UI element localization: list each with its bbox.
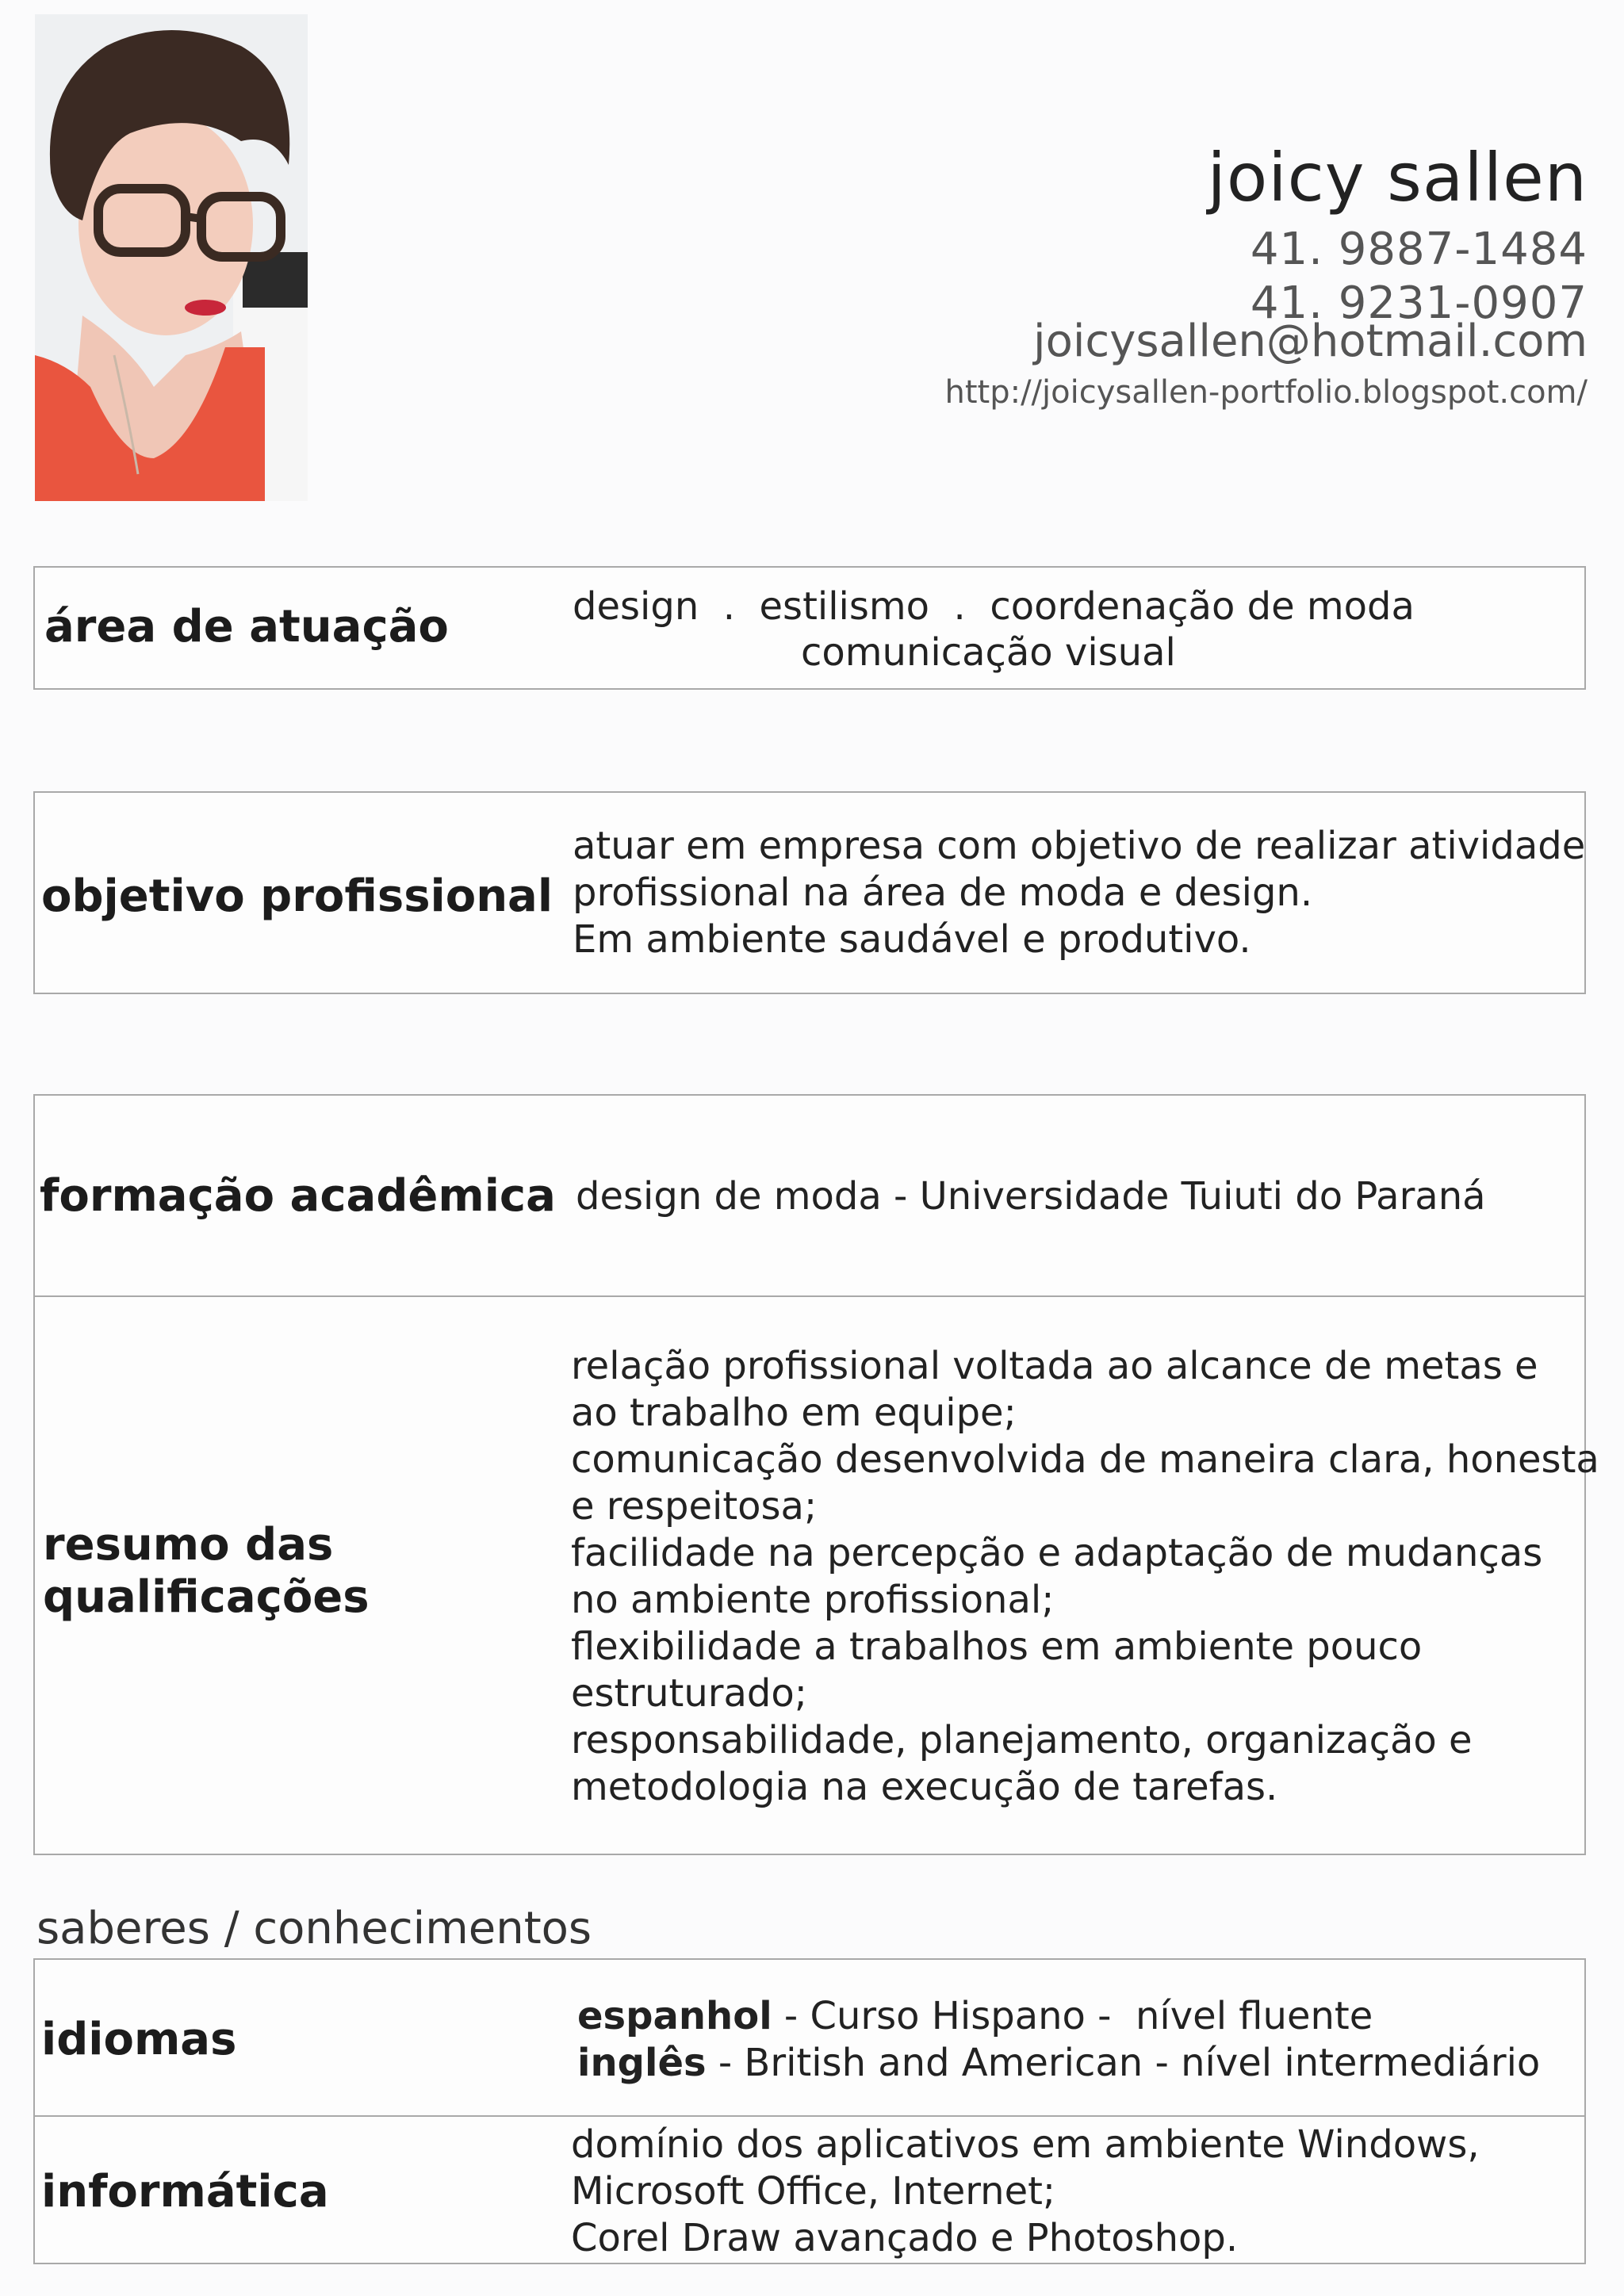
phone-number-2: 41. 9231-0907 <box>1250 277 1588 329</box>
area-line-2: comunicação visual <box>801 630 1176 675</box>
email-address[interactable]: joicysallen@hotmail.com <box>1033 316 1588 367</box>
candidate-name: joicy sallen <box>1207 139 1588 216</box>
area-line-1: design . estilismo . coordenação de moda <box>573 584 1415 629</box>
informatica-line-2: Microsoft Office, Internet; <box>571 2169 1056 2214</box>
formacao-label: formação acadêmica <box>40 1170 556 1222</box>
resumo-line-6: no ambiente profissional; <box>571 1578 1055 1622</box>
resumo-line-2: ao trabalho em equipe; <box>571 1391 1017 1435</box>
resumo-line-1: relação profissional voltada ao alcance de metas e <box>571 1344 1538 1388</box>
resumo-line-10: metodologia na execução de tarefas. <box>571 1765 1278 1809</box>
resumo-line-3: comunicação desenvolvida de maneira clara, honesta <box>571 1437 1599 1482</box>
formacao-text: design de moda - Universidade Tuiuti do Paraná <box>576 1174 1486 1219</box>
resumo-line-5: facilidade na percepção e adaptação de mudanças <box>571 1531 1543 1575</box>
objetivo-line-3: Em ambiente saudável e produtivo. <box>573 917 1251 962</box>
resumo-label-line-2: qualificações <box>43 1571 370 1623</box>
objetivo-line-1: atuar em empresa com objetivo de realizar atividade <box>573 824 1586 868</box>
portrait-illustration <box>35 14 308 501</box>
informatica-line-1: domínio dos aplicativos em ambiente Windows, <box>571 2122 1480 2167</box>
language-spanish-detail: - Curso Hispano - nível fluente <box>772 1994 1373 2038</box>
formacao-divider <box>33 1295 1586 1297</box>
resumo-line-8: estruturado; <box>571 1671 807 1716</box>
objetivo-line-2: profissional na área de moda e design. <box>573 871 1313 915</box>
phone-number-1: 41. 9887-1484 <box>1250 224 1588 275</box>
resumo-line-7: flexibilidade a trabalhos em ambiente pouco <box>571 1624 1423 1669</box>
portfolio-link[interactable]: http://joicysallen-portfolio.blogspot.com/ <box>944 374 1588 411</box>
area-label: área de atuação <box>44 601 449 652</box>
resumo-label-line-1: resumo das <box>43 1519 334 1571</box>
saberes-title: saberes / conhecimentos <box>36 1903 592 1954</box>
informatica-label: informática <box>41 2166 329 2218</box>
profile-photo <box>35 14 308 501</box>
language-english-detail: - British and American - nível intermediário <box>706 2041 1541 2085</box>
resumo-line-4: e respeitosa; <box>571 1484 818 1529</box>
language-english: inglês <box>577 2041 707 2085</box>
resumo-line-9: responsabilidade, planejamento, organização e <box>571 1718 1473 1762</box>
informatica-line-3: Corel Draw avançado e Photoshop. <box>571 2216 1239 2260</box>
language-spanish: espanhol <box>577 1994 772 2038</box>
idiomas-line-1 <box>577 1993 1373 2040</box>
idiomas-label: idiomas <box>41 2014 237 2065</box>
idiomas-line-2 <box>577 2040 1540 2087</box>
objetivo-label: objetivo profissional <box>41 871 553 922</box>
saberes-divider <box>33 2115 1586 2117</box>
